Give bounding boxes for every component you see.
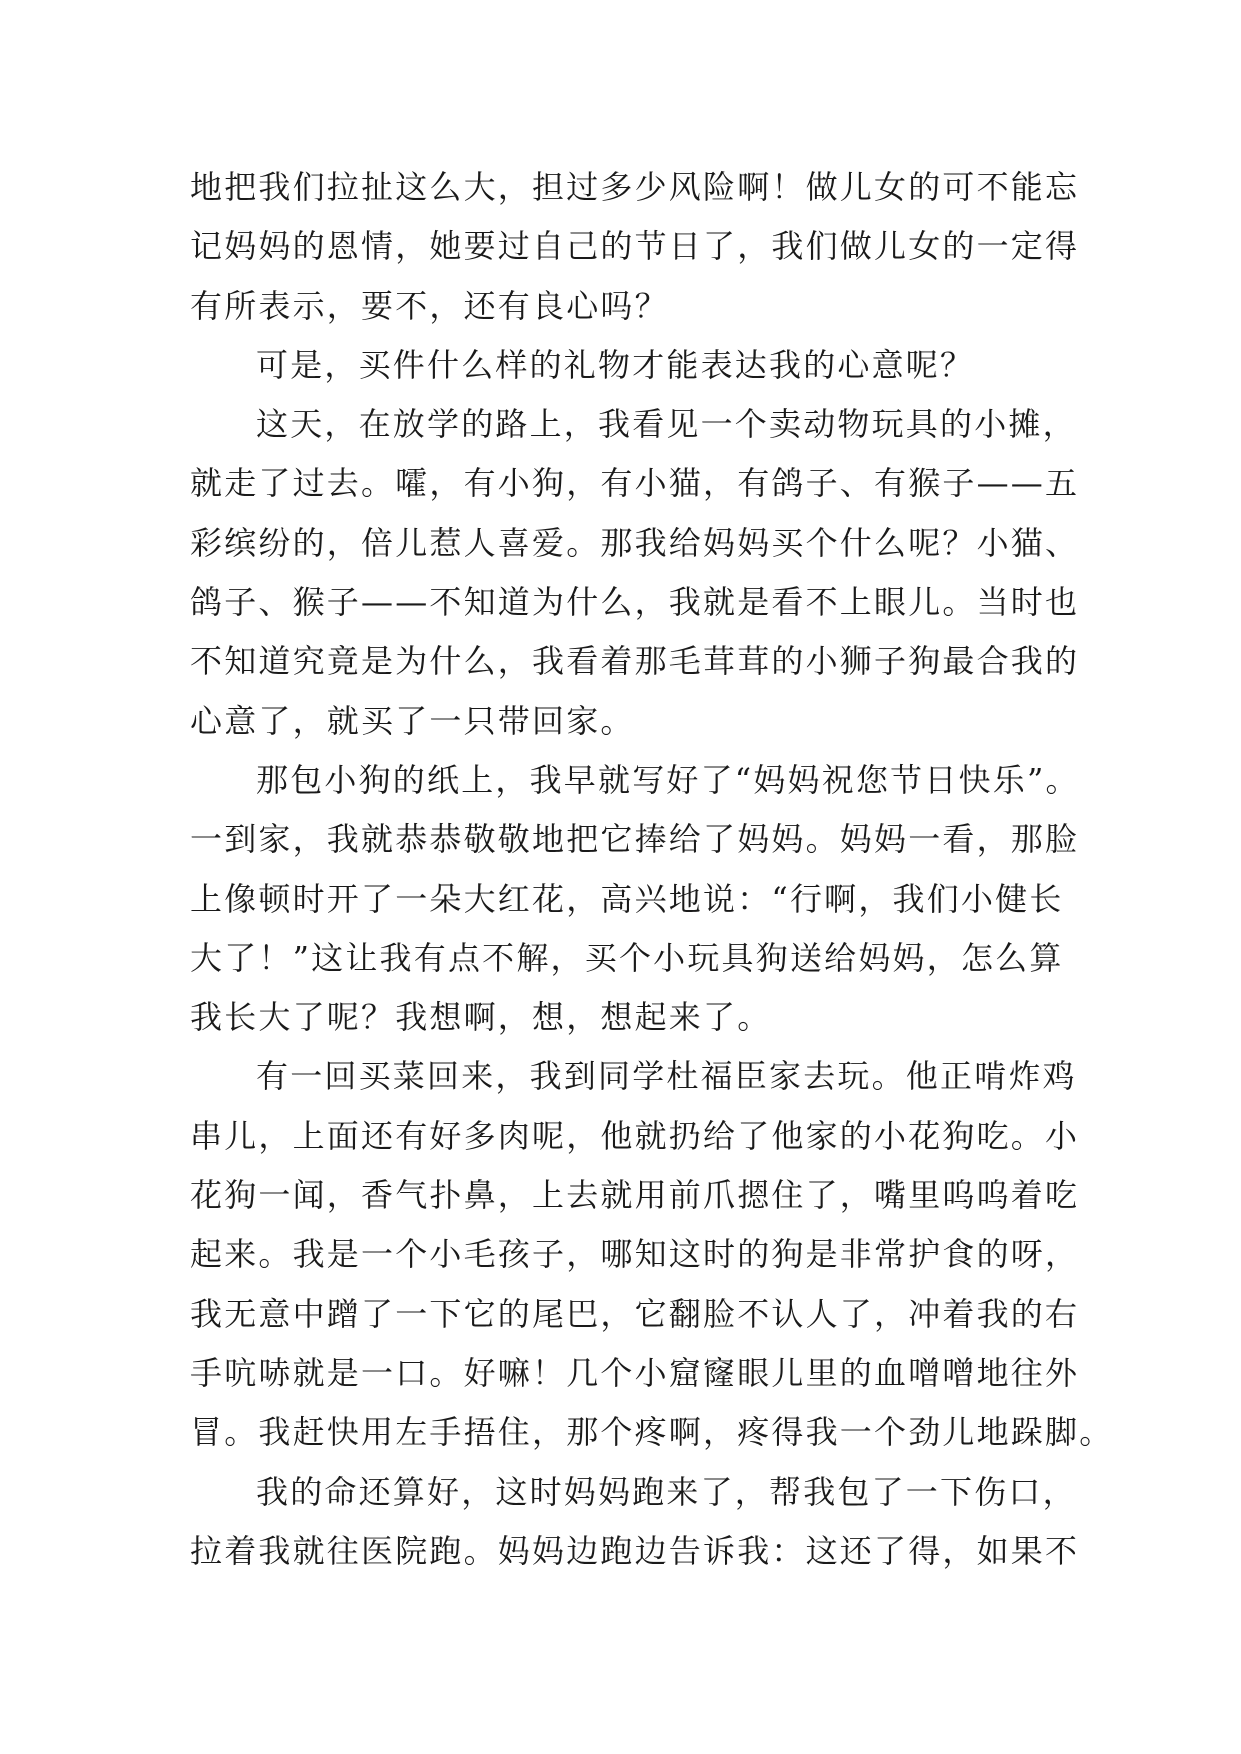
text-line: 拉着我就往医院跑。妈妈边跑边告诉我：这还了得，如果不	[190, 1531, 1080, 1570]
text-line: 彩缤纷的，倍儿惹人喜爱。那我给妈妈买个什么呢？小猫、	[190, 523, 1080, 562]
text-line: 我无意中蹭了一下它的尾巴，它翻脸不认人了，冲着我的右	[190, 1294, 1080, 1333]
text-line: 心意了，就买了一只带回家。	[190, 701, 635, 740]
text-line: 鸽子、猴子——不知道为什么，我就是看不上眼儿。当时也	[190, 583, 1080, 622]
text-line: 地把我们拉扯这么大，担过多少风险啊！做儿女的可不能忘	[190, 168, 1080, 206]
text-line: 串儿，上面还有好多肉呢，他就扔给了他家的小花狗吃。小	[190, 1116, 1080, 1155]
body-text	[190, 158, 1114, 1581]
text-line: 上像顿时开了一朵大红花，高兴地说：“行啊，我们小健长	[190, 879, 1064, 918]
text-line: 有所表示，要不，还有良心吗？	[190, 286, 669, 325]
text-line: 起来。我是一个小毛孩子，哪知这时的狗是非常护食的呀，	[190, 1235, 1080, 1274]
paragraph-first-line: 我的命还算好，这时妈妈跑来了，帮我包了一下伤口，	[256, 1472, 1077, 1511]
text-line: 花狗一闻，香气扑鼻，上去就用前爪摁住了，嘴里呜呜着吃	[190, 1176, 1080, 1215]
paragraph-first-line: 有一回买菜回来，我到同学杜福臣家去玩。他正啃炸鸡	[256, 1057, 1077, 1096]
text-line: 不知道究竟是为什么，我看着那毛茸茸的小狮子狗最合我的	[190, 642, 1080, 681]
paragraph-first-line: 那包小狗的纸上，我早就写好了“妈妈祝您节日快乐”。	[256, 760, 1080, 799]
text-line: 冒。我赶快用左手捂住，那个疼啊，疼得我一个劲儿地跺脚。	[190, 1413, 1114, 1452]
paragraph-first-line: 可是，买件什么样的礼物才能表达我的心意呢？	[256, 345, 975, 384]
text-line: 大了！”这让我有点不解，买个小玩具狗送给妈妈，怎么算	[190, 938, 1064, 977]
paragraph-first-line: 这天，在放学的路上，我看见一个卖动物玩具的小摊，	[256, 405, 1077, 444]
text-line: 手吭哧就是一口。好嘛！几个小窟窿眼儿里的血噌噌地往外	[190, 1353, 1080, 1392]
text-line: 就走了过去。嚯，有小狗，有小猫，有鸽子、有猴子——五	[190, 464, 1080, 503]
text-line: 记妈妈的恩情，她要过自己的节日了，我们做儿女的一定得	[190, 227, 1080, 266]
text-line: 我长大了呢？我想啊，想，想起来了。	[190, 998, 772, 1037]
text-line: 一到家，我就恭恭敬敬地把它捧给了妈妈。妈妈一看，那脸	[190, 820, 1080, 859]
